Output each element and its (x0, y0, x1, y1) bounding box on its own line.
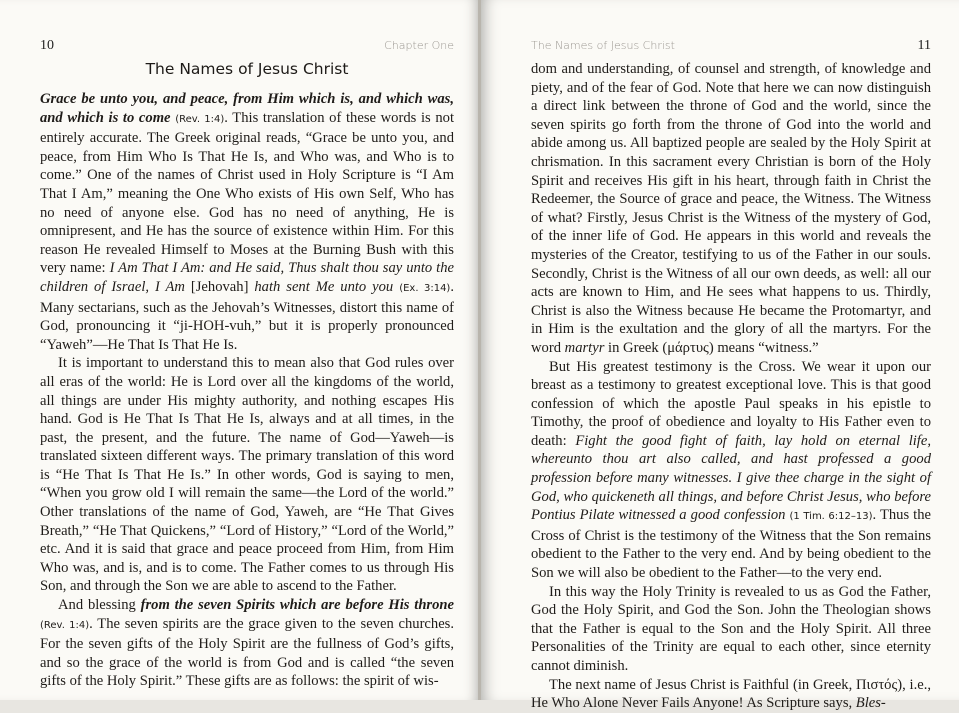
left-running-head: Chapter One (384, 39, 454, 52)
text-run: The next name of Jesus Christ is Faithful (in Greek, Πιστός), i.e., He Who Alone Never Fails Anyone! As Scripture says, (531, 676, 931, 712)
paragraph (40, 596, 454, 691)
paragraph (531, 60, 931, 358)
text-run: in Greek (μάρτυς) means “witness.” (604, 339, 819, 356)
text-run: . The seven spirits are the grace given to the seven churches. For the seven gifts of the Holy Spirit are the fullness of God’s gifts, and so the grace of the world is from God and is called “the seven gifts of the Holy Spirit.” These gifts are as follows: the spirit of wis- (40, 615, 455, 690)
scripture-reference: (Rev. 1:4) (40, 619, 90, 631)
left-page (0, 0, 478, 700)
italic-text: I Am That I Am: and He said, Thus shalt thou say unto the children of Israel, I Am (40, 260, 455, 295)
text-run: . Many sectarians, such as the Jehovah’s Witnesses, distort this name of God, pronouncing it “ji-HOH-vuh,” but it is properly pronounced “Yaweh”—He That Is That He Is. (40, 278, 454, 353)
text-run: But His greatest testimony is the Cross. We wear it upon our breast as a testimony to greatest exceptional love. This is that good confession of which the apostle Paul speaks in his epistle to Timothy, the proof of obedience and loyalty to His Father even to death: (531, 358, 931, 449)
paragraph (40, 354, 454, 596)
right-body-text (531, 60, 931, 713)
left-body-text (40, 90, 454, 691)
text-run: . This translation of these words is not entirely accurate. The Greek original reads, “Grace be unto you, and peace, from Him Who Is That He Is, and Who was, and Who is to come.” One of the names of Christ used in Holy Scripture is “I Am That I Am,” meaning the One Who exists of His own Self, Who has no need of anyone else. God has no need of anything, He is omnipresent, and He has the source of existence within Him. For this reason He revealed Himself to Moses at the Burning Bush with this very name: (40, 109, 455, 277)
right-page (481, 0, 959, 712)
text-run: . Thus the Cross of Christ is the testimony of the Witness that the Son remains obedient to the Father to the very end. And by being obedient to the Son we will also be obedient to the Father—to the very end. (531, 507, 931, 582)
italic-text: hath sent Me unto you (254, 278, 394, 295)
italic-text: martyr (564, 339, 605, 356)
chapter-title: The Names of Jesus Christ (145, 60, 349, 78)
text-run: In this way the Holy Trinity is revealed to us as God the Father, God the Holy Spirit, and God the Son. John the Theologian shows that the Father is equal to the Son and the Holy Spirit. All three Personalities of the Trinity are equal to each other, since eternity cannot diminish. (531, 583, 931, 674)
bold-italic-text: Grace be unto you, and peace, from Him which is, and which was, and which is to come (40, 91, 454, 126)
left-running-header (40, 38, 454, 54)
right-running-header (531, 38, 931, 54)
paragraph (531, 676, 931, 713)
text-run: dom and understanding, of counsel and strength, of knowledge and piety, and of the fear of God. Note that here we can now distinguish a direct link between the throne of God and the world, since the seven spirits go forth from the throne of God into the world and abide among us. All baptized people are sealed by the Holy Spirit at chrismation. In this sacrament every Christian is born of the Holy Spirit and receives His gift in his heart, through faith in Christ the Redeemer, the Source of grace and peace, the Witness. The Witness of what? Firstly, Jesus Christ is the Witness of the mystery of God, of the inner life of God. He appears in this world and reveals the mysteries of the Creator, testifying to us of the Father in our souls. Secondly, Christ is the Witness of all our own deeds, as well: all our acts are known to Him, and He sees what happens to us. Thirdly, Christ is also the Witness because He became the Protomartyr, and in Him is the exultation and the glory of all the martyrs. For the word (531, 61, 931, 356)
paragraph (531, 583, 931, 676)
scripture-reference: (Ex. 3:14) (399, 282, 451, 294)
text-run: It is important to understand this to mean also that God rules over all eras of the world: He is Lord over all the kingdoms of the world, all things are under His mighty authority, and nothing escapes His hand. God is He That Is That He Is, always and at all times, in the past, the present, and the future. The name of God—Yaweh—is translated sixteen different ways. The primary translation of this word is “He That Is That He Is.” In other words, God is saying to men, “When you grow old I will remain the same—the Lord of the world.” Other translations of the name of God, Yaweh, are “He That Gives Breath,” “He That Quickens,” “Lord of History,” “Lord of the World,” etc. And it is said that grace and peace proceed from Him, from Him Who was, and is, and is to come. The Father comes to us through His Son, and through the Son we are able to ascend to the Father. (40, 355, 454, 595)
text-run: [Jehovah] (184, 278, 255, 295)
scripture-reference: (1 Tim. 6:12–13) (789, 511, 873, 523)
right-running-head: The Names of Jesus Christ (531, 39, 675, 52)
scripture-reference: (Rev. 1:4) (175, 113, 225, 125)
text-run: And blessing (58, 597, 141, 614)
left-page-number: 10 (40, 38, 54, 53)
right-page-number: 11 (917, 38, 931, 53)
paragraph (40, 90, 454, 354)
paragraph (531, 358, 931, 583)
italic-text: Fight the good fight of faith, lay hold on eternal life, whereunto thou art also called, and hast professed a good profession before many witnesses. I give thee charge in the sight of God, who quickeneth all things, and before Christ Jesus, who before Pontius Pilate witnessed a good confession (531, 432, 931, 524)
italic-text: Bles- (855, 695, 886, 712)
bold-italic-text: from the seven Spirits which are before His throne (140, 597, 454, 614)
